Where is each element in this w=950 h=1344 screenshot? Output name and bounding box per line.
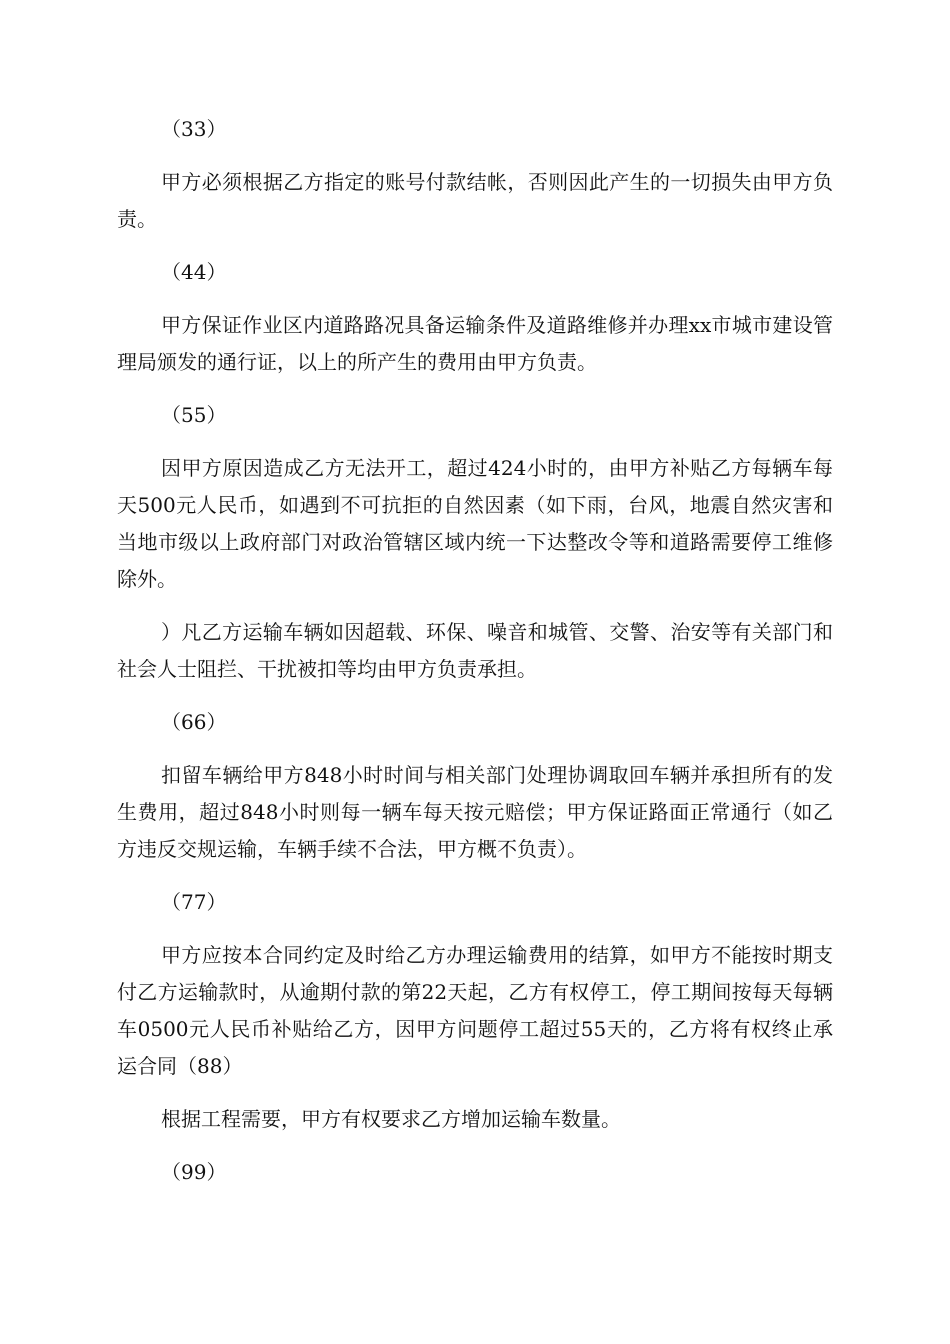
clause-number: （66） [161, 710, 227, 734]
clause-paragraph: 甲方保证作业区内道路路况具备运输条件及道路维修并办理xx市城市建设管理局颁发的通行证，以上的所产生的费用由甲方负责。 [117, 313, 833, 374]
document-body [117, 111, 833, 1207]
clause-number: （99） [161, 1160, 227, 1184]
clause-number: （44） [161, 260, 227, 284]
clause-paragraph: 因甲方原因造成乙方无法开工，超过424小时的，由甲方补贴乙方每辆车每天500元人民币，如遇到不可抗拒的自然因素（如下雨，台风，地震自然灾害和当地市级以上政府部门对政治管辖区域内统一下达整改令等和道路需要停工维修除外。 [117, 456, 833, 591]
clause-paragraph: ）凡乙方运输车辆如因超载、环保、噪音和城管、交警、治安等有关部门和社会人士阻拦、干扰被扣等均由甲方负责承担。 [117, 620, 833, 681]
clause-paragraph: 根据工程需要，甲方有权要求乙方增加运输车数量。 [161, 1107, 621, 1131]
clause-number: （33） [161, 117, 227, 141]
clause-paragraph: 甲方应按本合同约定及时给乙方办理运输费用的结算，如甲方不能按时期支付乙方运输款时，从逾期付款的第22天起，乙方有权停工，停工期间按每天每辆车0500元人民币补贴给乙方，因甲方问题停工超过55天的，乙方将有权终止承运合同（88） [117, 943, 833, 1078]
clause-paragraph: 扣留车辆给甲方848小时时间与相关部门处理协调取回车辆并承担所有的发生费用，超过848小时则每一辆车每天按元赔偿；甲方保证路面正常通行（如乙方违反交规运输，车辆手续不合法，甲方概不负责）。 [117, 763, 833, 861]
clause-paragraph: 甲方必须根据乙方指定的账号付款结帐，否则因此产生的一切损失由甲方负责。 [117, 170, 833, 231]
clause-number: （55） [161, 403, 227, 427]
clause-number: （77） [161, 890, 227, 914]
